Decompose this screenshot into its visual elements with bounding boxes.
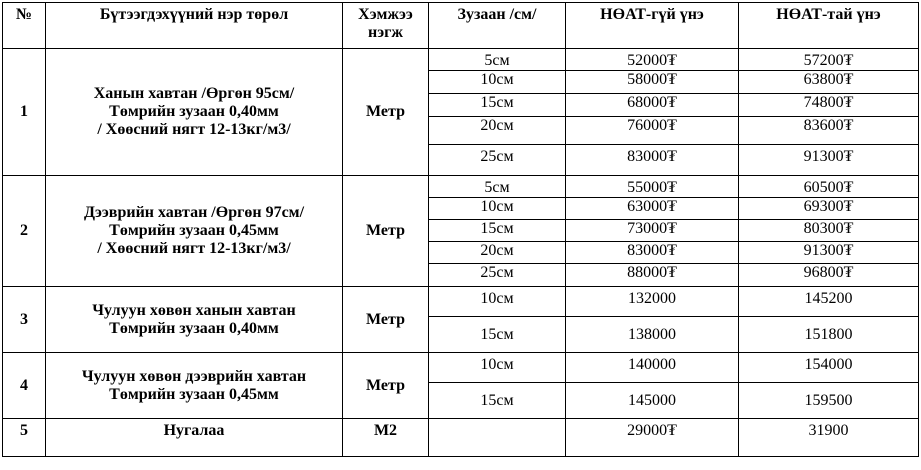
price-no-vat-cell: 83000₮ bbox=[566, 145, 739, 176]
product-name-line: Дээврийн хавтан /Өргөн 97см/ bbox=[83, 204, 305, 221]
table-row bbox=[3, 353, 919, 383]
header-name: Бүтээгдэхүүний нэр төрөл bbox=[46, 3, 343, 49]
product-unit: Метр bbox=[343, 176, 429, 287]
price-no-vat-cell: 58000₮ bbox=[566, 71, 739, 94]
price-vat-cell: 57200₮ bbox=[739, 49, 919, 71]
price-vat-cell: 154000 bbox=[739, 353, 919, 383]
thickness-cell: 15см bbox=[429, 317, 566, 353]
product-name-line: Төмрийн зузаан 0,45мм bbox=[109, 222, 279, 239]
header-price-vat: НӨАТ-тай үнэ bbox=[739, 3, 919, 49]
price-no-vat-cell: 68000₮ bbox=[566, 94, 739, 117]
thickness-cell bbox=[429, 419, 566, 457]
thickness-cell: 20см bbox=[429, 242, 566, 264]
price-vat-cell: 83600₮ bbox=[739, 117, 919, 145]
price-no-vat-cell: 140000 bbox=[566, 353, 739, 383]
product-name-line: Төмрийн зузаан 0,40мм bbox=[109, 319, 279, 337]
product-name bbox=[46, 353, 343, 419]
price-no-vat-cell: 138000 bbox=[566, 317, 739, 353]
price-vat-cell: 96800₮ bbox=[739, 264, 919, 287]
header-thickness: Зузаан /см/ bbox=[429, 3, 566, 49]
price-vat-cell: 91300₮ bbox=[739, 242, 919, 264]
table-row bbox=[3, 49, 919, 71]
table-row bbox=[3, 287, 919, 317]
price-no-vat-cell: 29000₮ bbox=[566, 419, 739, 457]
price-vat-cell: 151800 bbox=[739, 317, 919, 353]
price-no-vat-cell: 145000 bbox=[566, 383, 739, 419]
thickness-cell: 10см bbox=[429, 287, 566, 317]
price-no-vat-cell: 132000 bbox=[566, 287, 739, 317]
thickness-cell: 25см bbox=[429, 145, 566, 176]
header-row bbox=[3, 3, 919, 49]
header-unit: Хэмжээ нэгж bbox=[343, 3, 429, 49]
price-no-vat-cell: 63000₮ bbox=[566, 198, 739, 220]
thickness-cell: 25см bbox=[429, 264, 566, 287]
product-number: 5 bbox=[3, 419, 46, 457]
price-vat-cell: 69300₮ bbox=[739, 198, 919, 220]
product-name-line: Төмрийн зузаан 0,40мм bbox=[109, 103, 279, 120]
price-no-vat-cell: 83000₮ bbox=[566, 242, 739, 264]
price-vat-cell: 60500₮ bbox=[739, 176, 919, 198]
product-number: 3 bbox=[3, 287, 46, 353]
header-price-no-vat: НӨАТ-гүй үнэ bbox=[566, 3, 739, 49]
thickness-cell: 20см bbox=[429, 117, 566, 145]
thickness-cell: 15см bbox=[429, 94, 566, 117]
thickness-cell: 10см bbox=[429, 353, 566, 383]
price-no-vat-cell: 76000₮ bbox=[566, 117, 739, 145]
product-unit: Метр bbox=[343, 353, 429, 419]
price-vat-cell: 145200 bbox=[739, 287, 919, 317]
product-name bbox=[46, 49, 343, 176]
price-vat-cell: 63800₮ bbox=[739, 71, 919, 94]
header-num: № bbox=[3, 3, 46, 49]
product-unit: Метр bbox=[343, 49, 429, 176]
product-name-line: / Хөөсний нягт 12-13кг/м3/ bbox=[97, 240, 291, 257]
product-name-line: Нугалаа bbox=[163, 422, 225, 439]
product-name-line: Төмрийн зузаан 0,45мм bbox=[109, 385, 279, 403]
thickness-cell: 10см bbox=[429, 71, 566, 94]
product-name-line: Чулуун хөвөн дээврийн хавтан bbox=[81, 367, 307, 385]
price-vat-cell: 91300₮ bbox=[739, 145, 919, 176]
product-name bbox=[46, 287, 343, 353]
table-row bbox=[3, 176, 919, 198]
price-no-vat-cell: 88000₮ bbox=[566, 264, 739, 287]
product-name-line: / Хөөсний нягт 12-13кг/м3/ bbox=[97, 121, 291, 138]
price-vat-cell: 159500 bbox=[739, 383, 919, 419]
thickness-cell: 15см bbox=[429, 220, 566, 242]
product-name-line: Чулуун хөвөн ханын хавтан bbox=[92, 301, 296, 319]
thickness-cell: 5см bbox=[429, 49, 566, 71]
product-number: 1 bbox=[3, 49, 46, 176]
product-name bbox=[46, 176, 343, 287]
thickness-cell: 15см bbox=[429, 383, 566, 419]
price-vat-cell: 74800₮ bbox=[739, 94, 919, 117]
product-name bbox=[46, 419, 343, 457]
product-unit: М2 bbox=[343, 419, 429, 457]
price-no-vat-cell: 73000₮ bbox=[566, 220, 739, 242]
price-vat-cell: 80300₮ bbox=[739, 220, 919, 242]
thickness-cell: 10см bbox=[429, 198, 566, 220]
product-number: 4 bbox=[3, 353, 46, 419]
table-row bbox=[3, 419, 919, 457]
price-no-vat-cell: 55000₮ bbox=[566, 176, 739, 198]
price-vat-cell: 31900 bbox=[739, 419, 919, 457]
price-table bbox=[2, 2, 919, 457]
price-no-vat-cell: 52000₮ bbox=[566, 49, 739, 71]
product-name-line: Ханын хавтан /Өргөн 95см/ bbox=[93, 85, 295, 102]
product-number: 2 bbox=[3, 176, 46, 287]
thickness-cell: 5см bbox=[429, 176, 566, 198]
product-unit: Метр bbox=[343, 287, 429, 353]
